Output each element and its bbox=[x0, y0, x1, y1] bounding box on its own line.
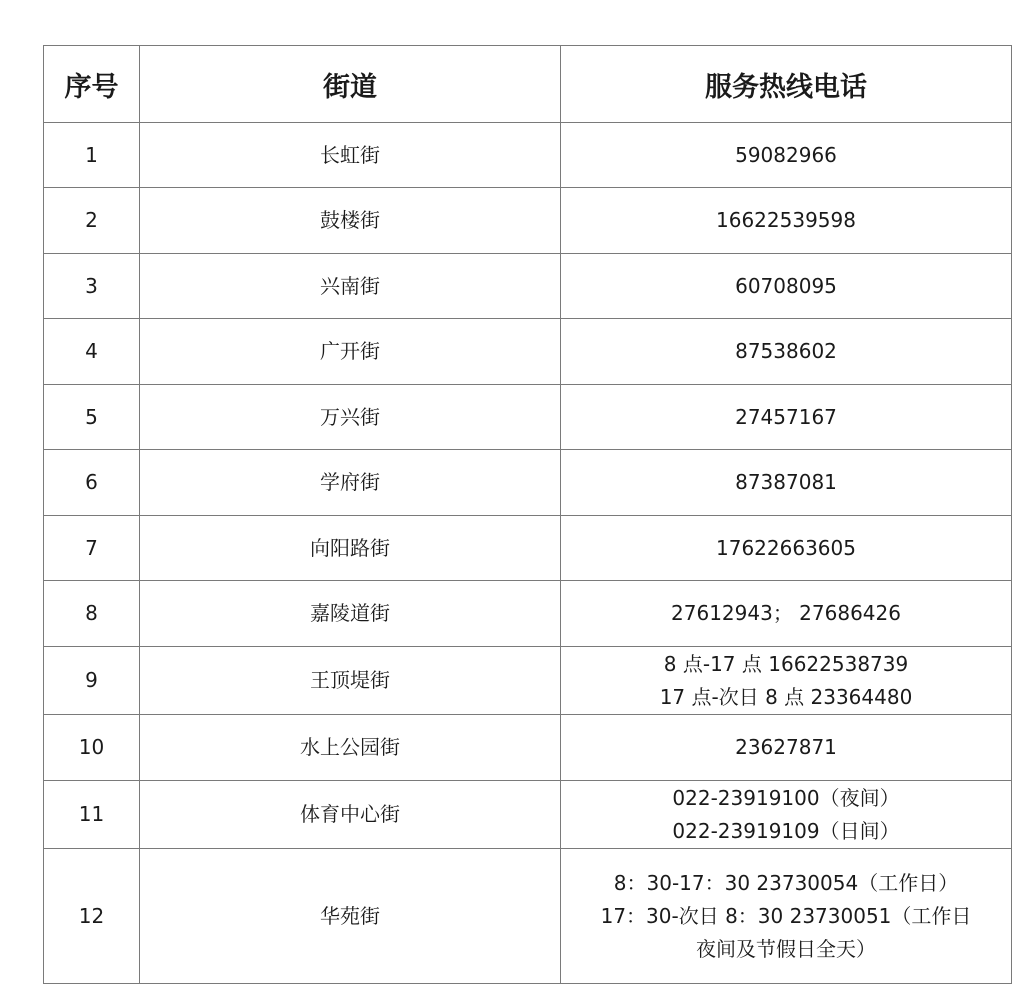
table-row bbox=[44, 781, 1012, 849]
row-index: 5 bbox=[44, 385, 140, 450]
table-row bbox=[44, 849, 1012, 984]
row-phone bbox=[561, 647, 1012, 715]
row-index: 4 bbox=[44, 319, 140, 385]
row-phone bbox=[561, 319, 1012, 385]
row-phone bbox=[561, 715, 1012, 781]
phone-line: 8 点-17 点 16622538739 bbox=[663, 651, 909, 676]
row-street: 水上公园街 bbox=[140, 715, 561, 781]
row-phone bbox=[561, 188, 1012, 254]
row-street: 广开街 bbox=[140, 319, 561, 385]
table-row bbox=[44, 254, 1012, 319]
row-index: 9 bbox=[44, 647, 140, 715]
row-index: 6 bbox=[44, 450, 140, 516]
row-street: 万兴街 bbox=[140, 385, 561, 450]
row-phone bbox=[561, 254, 1012, 319]
phone-line: 17622663605 bbox=[716, 535, 856, 560]
table-header-row bbox=[44, 46, 1012, 123]
table-row bbox=[44, 516, 1012, 581]
row-phone bbox=[561, 385, 1012, 450]
hotline-table bbox=[43, 45, 1012, 984]
table-row bbox=[44, 715, 1012, 781]
phone-line: 夜间及节假日全天） bbox=[696, 936, 876, 961]
row-street: 鼓楼街 bbox=[140, 188, 561, 254]
row-street: 王顶堤街 bbox=[140, 647, 561, 715]
header-index: 序号 bbox=[44, 46, 140, 123]
row-phone bbox=[561, 781, 1012, 849]
header-street: 街道 bbox=[140, 46, 561, 123]
row-index: 7 bbox=[44, 516, 140, 581]
row-street: 嘉陵道街 bbox=[140, 581, 561, 647]
row-phone bbox=[561, 849, 1012, 984]
row-street: 兴南街 bbox=[140, 254, 561, 319]
header-phone: 服务热线电话 bbox=[561, 46, 1012, 123]
table-row bbox=[44, 581, 1012, 647]
table-row bbox=[44, 188, 1012, 254]
phone-line: 16622539598 bbox=[716, 208, 856, 232]
table-row bbox=[44, 385, 1012, 450]
phone-line: 8：30-17：30 23730054（工作日） bbox=[613, 870, 959, 895]
phone-line: 59082966 bbox=[735, 142, 837, 167]
row-index: 2 bbox=[44, 188, 140, 254]
row-street: 体育中心街 bbox=[140, 781, 561, 849]
row-index: 12 bbox=[44, 849, 140, 984]
row-index: 8 bbox=[44, 581, 140, 647]
table-row bbox=[44, 319, 1012, 385]
phone-line: 17：30-次日 8：30 23730051（工作日 bbox=[600, 903, 972, 928]
table-row bbox=[44, 647, 1012, 715]
phone-line: 27457167 bbox=[735, 404, 837, 429]
row-street: 学府街 bbox=[140, 450, 561, 516]
phone-line: 27612943； 27686426 bbox=[671, 601, 901, 625]
phone-line: 23627871 bbox=[735, 735, 837, 759]
row-phone bbox=[561, 516, 1012, 581]
row-index: 10 bbox=[44, 715, 140, 781]
row-street: 华苑街 bbox=[140, 849, 561, 984]
row-phone bbox=[561, 450, 1012, 516]
phone-line: 87538602 bbox=[735, 339, 837, 363]
phone-line: 022-23919100（夜间） bbox=[672, 785, 900, 810]
phone-line: 17 点-次日 8 点 23364480 bbox=[659, 684, 913, 709]
phone-line: 87387081 bbox=[735, 470, 837, 494]
table-row bbox=[44, 450, 1012, 516]
row-phone bbox=[561, 123, 1012, 188]
table-row bbox=[44, 123, 1012, 188]
table-body bbox=[44, 123, 1012, 984]
row-index: 1 bbox=[44, 123, 140, 188]
phone-line: 022-23919109（日间） bbox=[672, 818, 900, 843]
row-index: 3 bbox=[44, 254, 140, 319]
row-street: 向阳路街 bbox=[140, 516, 561, 581]
row-street: 长虹街 bbox=[140, 123, 561, 188]
phone-line: 60708095 bbox=[735, 273, 837, 298]
row-index: 11 bbox=[44, 781, 140, 849]
row-phone bbox=[561, 581, 1012, 647]
